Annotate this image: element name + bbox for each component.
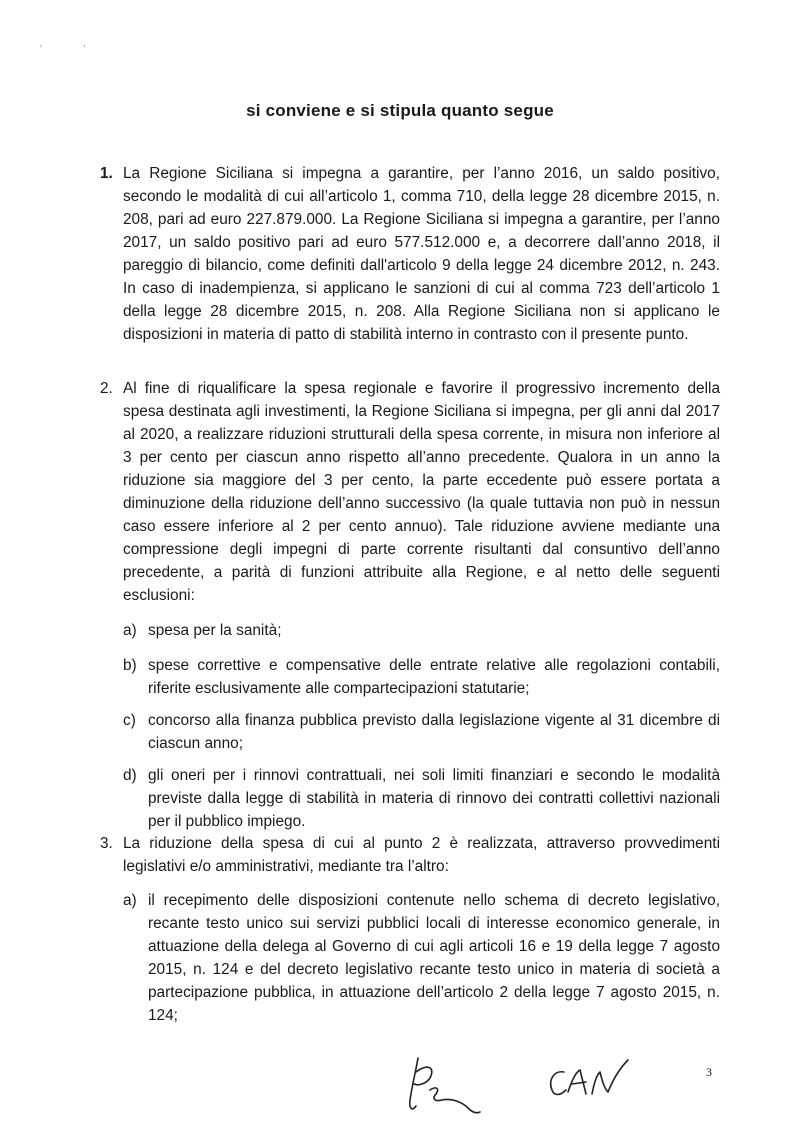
- sub-item-3a: [123, 889, 720, 1027]
- sub-item-text: spese correttive e compensative delle entrate relative alle regolazioni contabili, riferite esclusivamente alle compartecipazioni statutarie;: [148, 657, 720, 697]
- sub-item-2a: [123, 619, 720, 642]
- list-item-2: [100, 377, 720, 607]
- sub-item-label: a): [123, 622, 137, 639]
- sub-item-label: b): [123, 657, 137, 674]
- list-item-number: 2.: [100, 380, 113, 397]
- sub-item-text: il recepimento delle disposizioni contenute nello schema di decreto legislativo, recante testo unico sui servizi pubblici locali di interesse economico generale, in attuazione della delega al Governo di cui agli articoli 16 e 19 della legge 7 agosto 2015, n. 124 e del decreto legislativo recante testo unico in materia di società a partecipazione pubblica, in attuazione dell’articolo 2 della legge 7 agosto 2015, n. 124;: [148, 892, 720, 1024]
- list-item-3: [100, 832, 720, 878]
- list-item-text: La Regione Siciliana si impegna a garantire, per l’anno 2016, un saldo positivo, secondo le modalità di cui all’articolo 1, comma 710, della legge 28 dicembre 2015, n. 208, pari ad euro 227.879.000. La Regione Siciliana si impegna a garantire, per l’anno 2017, un saldo positivo pari ad euro 577.512.000 e, a decorrere dall’anno 2018, il pareggio di bilancio, come definiti dall'articolo 9 della legge 24 dicembre 2012, n. 243. In caso di inadempienza, si applicano le sanzioni di cui al comma 723 dell’articolo 1 della legge 28 dicembre 2015, n. 208. Alla Regione Siciliana non si applicano le disposizioni in materia di patto di stabilità interno in contrasto con il presente punto.: [123, 165, 720, 343]
- list-item-number: 1.: [100, 165, 113, 182]
- sub-item-text: spesa per la sanità;: [148, 622, 282, 639]
- sub-item-text: concorso alla finanza pubblica previsto dalla legislazione vigente al 31 dicembre di ciascun anno;: [148, 712, 720, 752]
- signature-1: [410, 1058, 480, 1113]
- list-item-number: 3.: [100, 835, 113, 852]
- scan-marks: ' ': [40, 44, 86, 55]
- sub-item-2d: [123, 764, 720, 833]
- sub-item-label: d): [123, 767, 137, 784]
- list-item-1: [100, 162, 720, 346]
- sub-item-text: gli oneri per i rinnovi contrattuali, nei soli limiti finanziari e secondo le modalità previste dalla legge di stabilità in materia di rinnovo dei contratti collettivi nazionali per il pubblico impiego.: [148, 767, 720, 830]
- signature-2: [551, 1060, 628, 1095]
- list-item-text: Al fine di riqualificare la spesa regionale e favorire il progressivo incremento della spesa destinata agli investimenti, la Regione Siciliana si impegna, per gli anni dal 2017 al 2020, a realizzare riduzioni strutturali della spesa corrente, in misura non inferiore al 3 per cento per ciascun anno rispetto all’anno precedente. Qualora in un anno la riduzione sia maggiore del 3 per cento, la parte eccedente può essere portata a diminuzione della riduzione dell’anno successivo (la quale tuttavia non può in nessun caso essere inferiore al 2 per cento annuo). Tale riduzione avviene mediante una compressione degli impegni di parte corrente risultanti dal consuntivo dell’anno precedente, a parità di funzioni attribuite alla Regione, e al netto delle seguenti esclusioni:: [123, 380, 720, 604]
- page-number: 3: [706, 1065, 712, 1079]
- list-item-text: La riduzione della spesa di cui al punto 2 è realizzata, attraverso provvedimenti legislativi e/o amministrativi, mediante tra l’altro:: [123, 835, 720, 875]
- sub-item-2c: [123, 709, 720, 755]
- sub-item-label: a): [123, 892, 137, 909]
- sub-item-2b: [123, 654, 720, 700]
- signatures: [396, 1050, 656, 1120]
- sub-item-label: c): [123, 712, 136, 729]
- page-heading: si conviene e si stipula quanto segue: [246, 101, 554, 120]
